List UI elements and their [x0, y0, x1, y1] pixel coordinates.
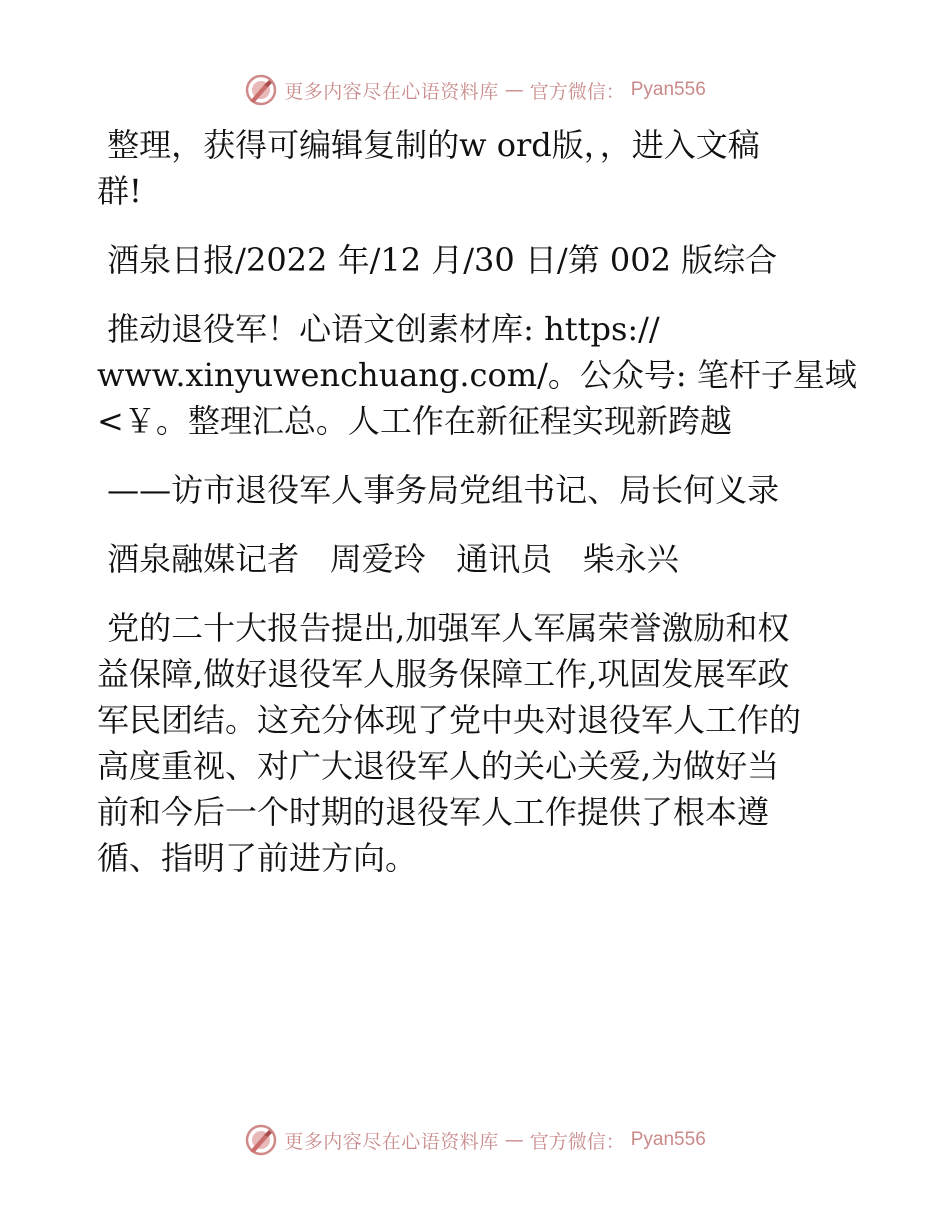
watermark-header: [0, 70, 950, 110]
watermark-text: 更多内容尽在心语资料库: [284, 80, 499, 103]
intro-paragraph: 整理，获得可编辑复制的w ord版，，进入文稿 群!: [97, 126, 760, 210]
pen-logo-icon: [244, 73, 278, 107]
source-line: 酒泉日报/2022 年/12 月/30 日/第 002 版综合: [97, 241, 778, 279]
watermark-separator: —: [504, 1129, 524, 1151]
watermark-id: Pyan556: [630, 1129, 706, 1150]
watermark-id: Pyan556: [630, 79, 706, 100]
subtitle-line: ——访市退役军人事务局党组书记、局长何义录: [97, 471, 780, 509]
watermark-label: 官方微信：: [529, 1130, 625, 1153]
pen-logo-icon: [244, 1123, 278, 1157]
body-paragraph: 党的二十大报告提出,加强军人军属荣誉激励和权 益保障,做好退役军人服务保障工作,巩固发展军政 军民团结。这充分体现了党中央对退役军人工作的 高度重视、对广大退役军人的关心关爱,为做好当 前和今后一个时期的退役军人工作提供了根本遵 循、指明了前进方向。: [97, 609, 802, 877]
watermark-separator: —: [504, 79, 524, 101]
watermark-text: 更多内容尽在心语资料库: [284, 1130, 499, 1153]
watermark-label: 官方微信：: [529, 80, 625, 103]
byline: 酒泉融媒记者 周爱玲 通讯员 柴永兴: [97, 540, 679, 578]
headline-paragraph: 推动退役军！心语文创素材库: https:// www.xinyuwenchuang.com/。公众号: 笔杆子星域 <￥。整理汇总。人工作在新征程实现新跨越: [97, 310, 857, 440]
document-body: [97, 122, 857, 904]
watermark-footer: [0, 1120, 950, 1160]
